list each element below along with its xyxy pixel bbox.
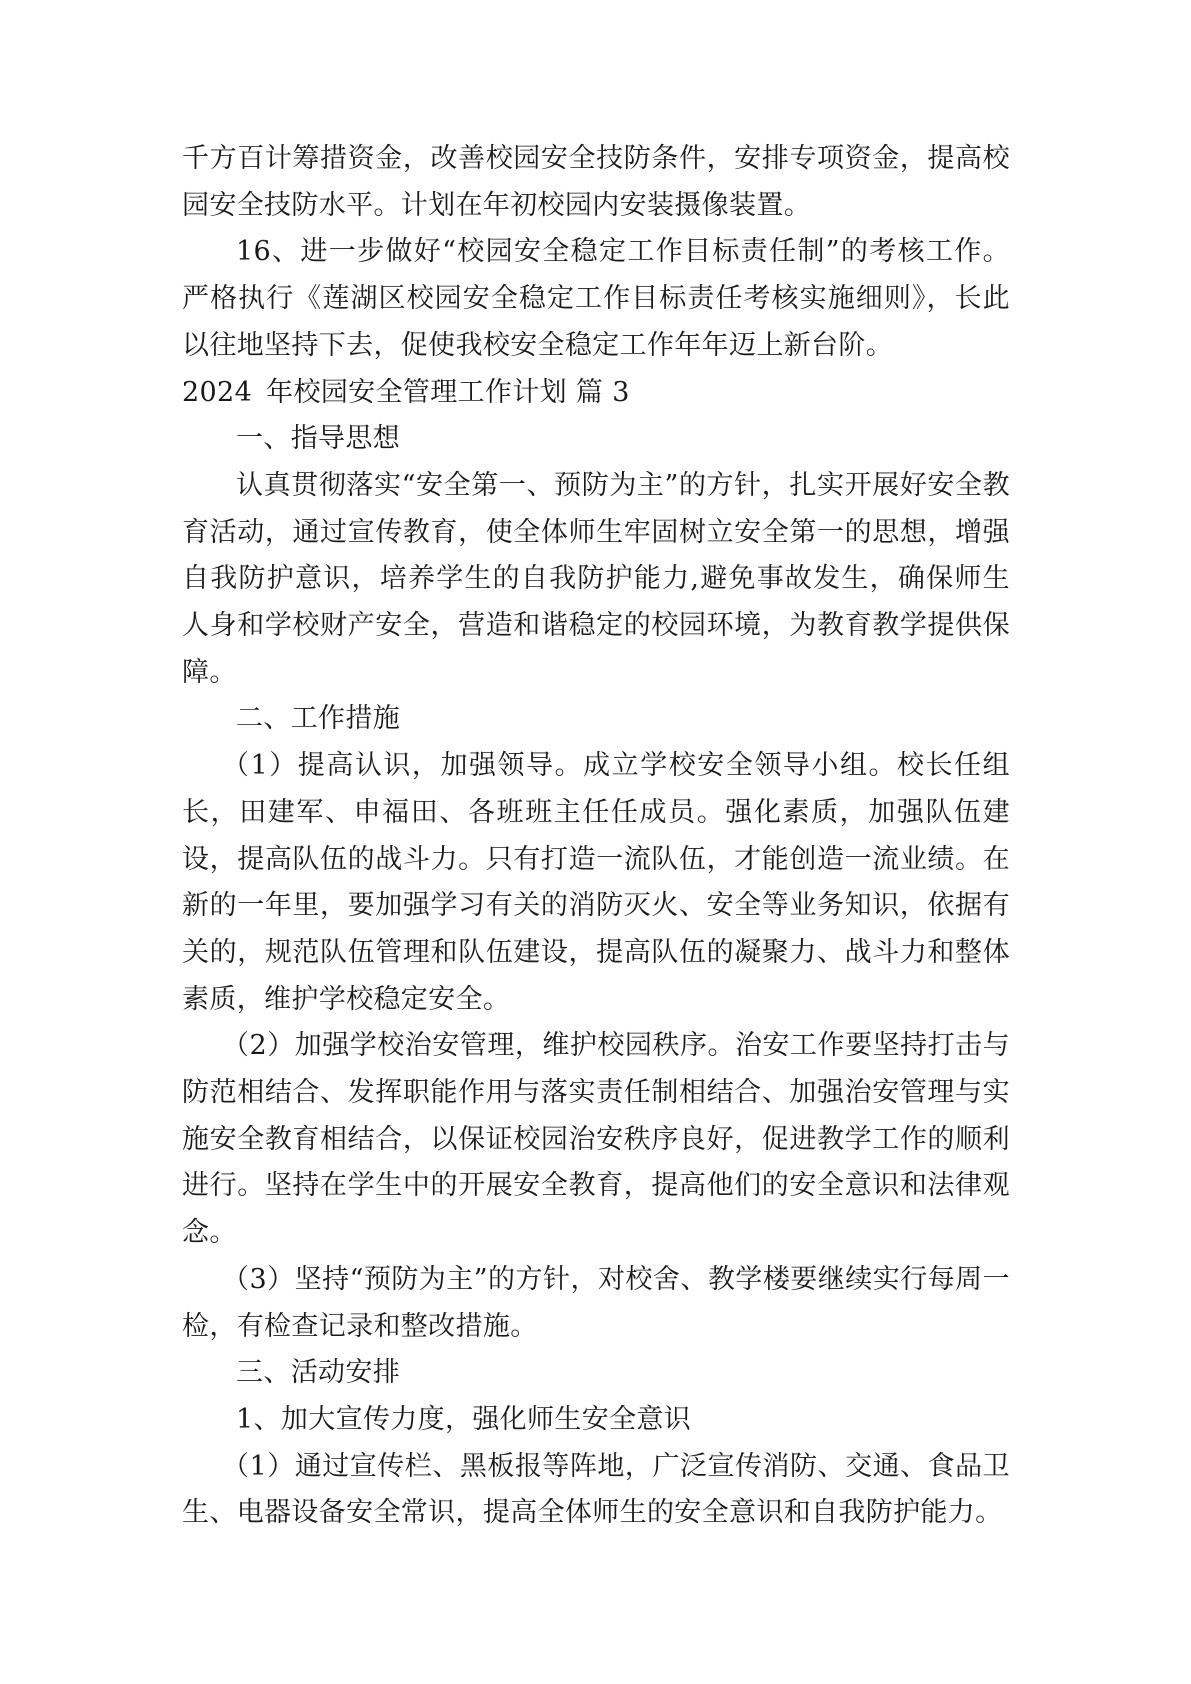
paragraph-funding: 千方百计筹措资金，改善校园安全技防条件，安排专项资金，提高校园安全技防水平。计划在年初校园内安装摄像装置。 bbox=[182, 143, 1010, 221]
paragraph-guiding-thought: 认真贯彻落实“安全第一、预防为主”的方针，扎实开展好安全教育活动，通过宣传教育，使全体师生牢固树立安全第一的思想，增强自我防护意识，培养学生的自我防护能力,避免事故发生，确保师生人身和学校财产安全，营造和谐稳定的校园环境，为教育教学提供保障。 bbox=[182, 469, 1010, 688]
document-body bbox=[182, 136, 1010, 1537]
paragraph-measure-3: （3）坚持“预防为主”的方针，对校舍、教学楼要继续实行每周一检，有检查记录和整改措施。 bbox=[182, 1263, 1010, 1342]
paragraph-activity-1-1: （1）通过宣传栏、黑板报等阵地，广泛宣传消防、交通、食品卫生、电器设备安全常识，提高全体师生的安全意识和自我防护能力。 bbox=[182, 1450, 1010, 1529]
heading-activities: 三、活动安排 bbox=[236, 1357, 401, 1389]
section-title-year: 2024 bbox=[182, 376, 253, 408]
section-title-text: 年校园安全管理工作计划 篇 3 bbox=[266, 376, 630, 408]
heading-guiding-thought: 一、指导思想 bbox=[236, 423, 401, 455]
heading-work-measures: 二、工作措施 bbox=[236, 703, 401, 735]
paragraph-item-16: 16、进一步做好“校园安全稳定工作目标责任制”的考核工作。严格执行《莲湖区校园安全稳定工作目标责任考核实施细则》，长此以往地坚持下去，促使我校安全稳定工作年年迈上新台阶。 bbox=[182, 236, 1010, 361]
heading-activity-1: 1、加大宣传力度，强化师生安全意识 bbox=[236, 1403, 692, 1435]
paragraph-measure-2: （2）加强学校治安管理，维护校园秩序。治安工作要坚持打击与防范相结合、发挥职能作用与落实责任制相结合、加强治安管理与实施安全教育相结合，以保证校园治安秩序良好，促进教学工作的顺利进行。坚持在学生中的开展安全教育，提高他们的安全意识和法律观念。 bbox=[182, 1030, 1010, 1249]
section-title bbox=[182, 370, 1010, 417]
paragraph-measure-1: （1）提高认识，加强领导。成立学校安全领导小组。校长任组长，田建军、申福田、各班班主任任成员。强化素质，加强队伍建设，提高队伍的战斗力。只有打造一流队伍，才能创造一流业绩。在新的一年里，要加强学习有关的消防灭火、安全等业务知识，依据有关的，规范队伍管理和队伍建设，提高队伍的凝聚力、战斗力和整体素质，维护学校稳定安全。 bbox=[182, 750, 1010, 1015]
